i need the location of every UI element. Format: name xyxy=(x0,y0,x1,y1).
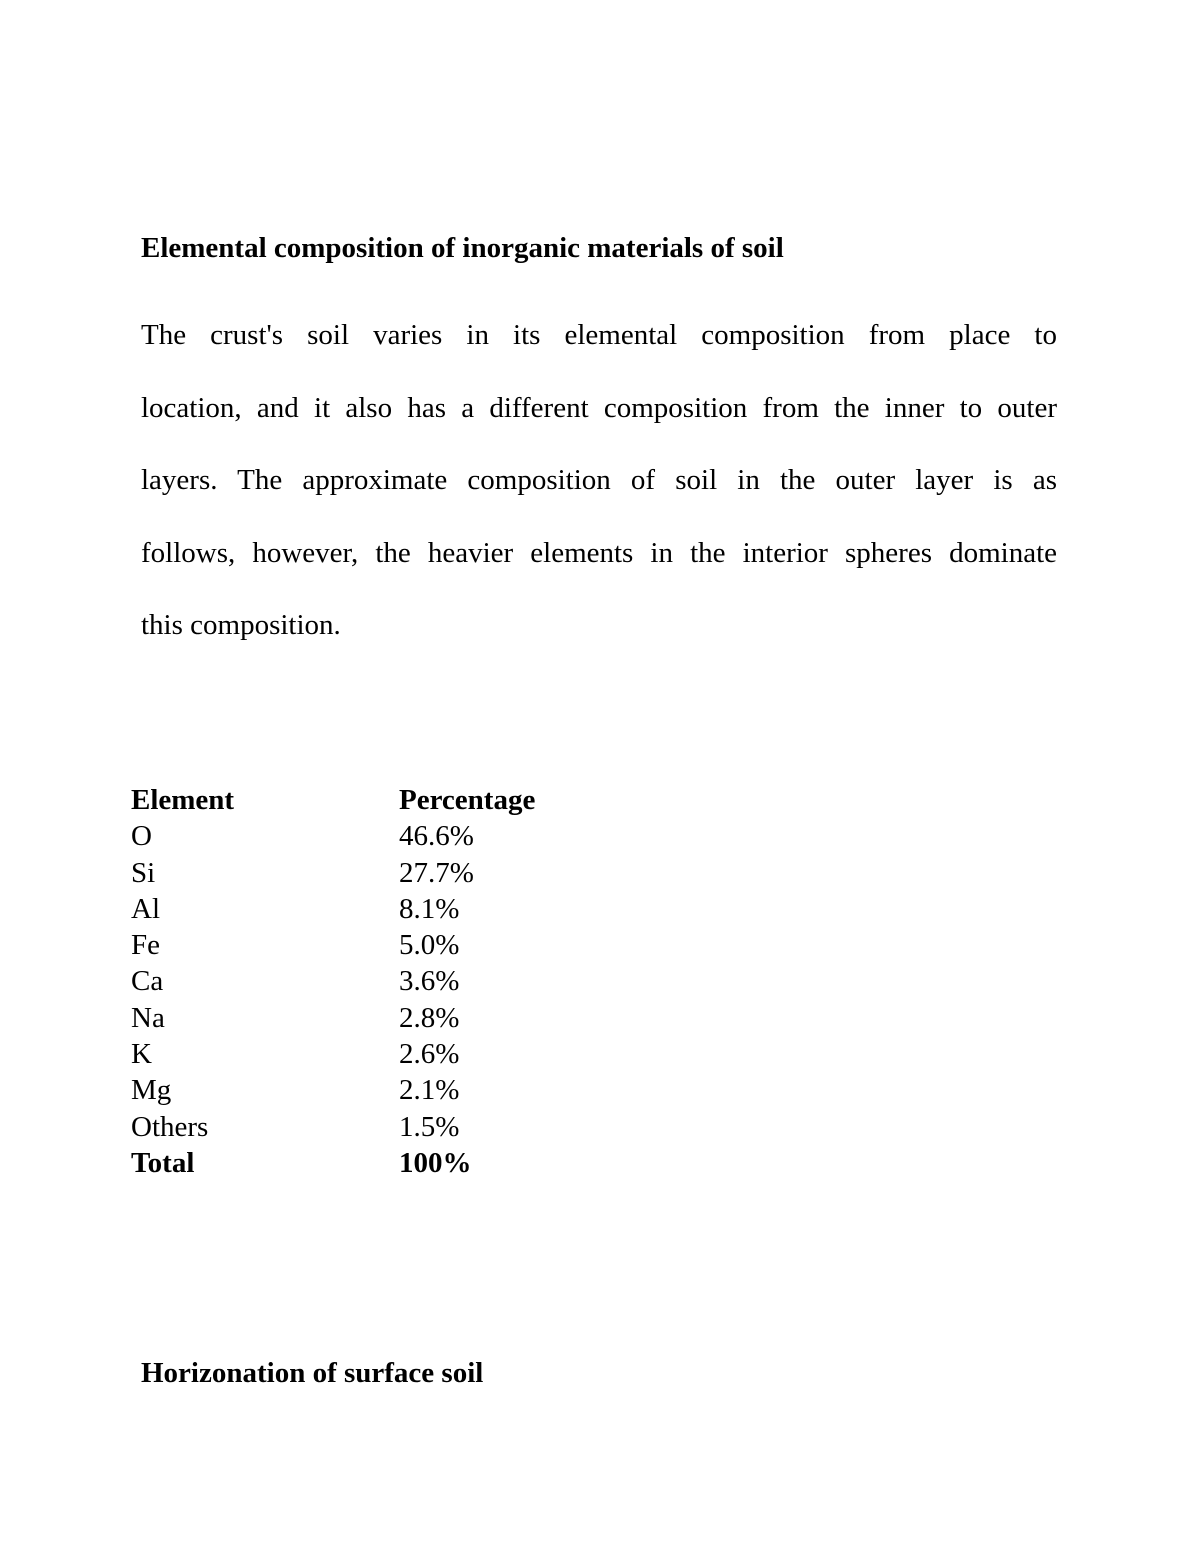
element-cell: Ca xyxy=(131,965,164,998)
element-cell: K xyxy=(131,1038,152,1071)
paragraph-line: The crust's soil varies in its elemental composition from place to xyxy=(141,319,1057,351)
table-row xyxy=(131,963,599,999)
paragraph-line: location, and it also has a different composition from the inner to outer xyxy=(141,391,1057,424)
table-header-row xyxy=(131,782,599,818)
element-cell: O xyxy=(131,820,152,853)
element-cell: Si xyxy=(131,856,156,889)
paragraph-line: follows, however, the heavier elements in the interior spheres dominate xyxy=(141,536,1057,569)
percentage-cell: 46.6% xyxy=(399,820,474,853)
column-header-element: Element xyxy=(131,784,235,816)
paragraph-line: layers. The approximate composition of soil in the outer layer is as xyxy=(141,464,1057,496)
composition-table xyxy=(131,782,599,1181)
percentage-cell: 1.5% xyxy=(399,1110,460,1143)
total-value: 100% xyxy=(399,1146,472,1179)
table-row xyxy=(131,891,599,927)
percentage-cell: 2.6% xyxy=(399,1038,460,1071)
table-row xyxy=(131,927,599,963)
table-row xyxy=(131,1072,599,1108)
percentage-cell: 2.1% xyxy=(399,1074,460,1107)
intro-paragraph xyxy=(141,299,1057,662)
percentage-cell: 8.1% xyxy=(399,892,460,925)
element-cell: Na xyxy=(131,1001,165,1034)
percentage-cell: 5.0% xyxy=(399,929,460,962)
element-cell: Others xyxy=(131,1110,209,1143)
table-row xyxy=(131,818,599,854)
table-row xyxy=(131,1000,599,1036)
table-total-row xyxy=(131,1145,599,1181)
percentage-cell: 27.7% xyxy=(399,856,474,889)
table-row xyxy=(131,1036,599,1072)
table-row xyxy=(131,855,599,891)
column-header-percentage: Percentage xyxy=(399,784,536,816)
percentage-cell: 3.6% xyxy=(399,965,460,998)
section-heading-horizonation: Horizonation of surface soil xyxy=(141,1357,484,1389)
element-cell: Fe xyxy=(131,929,160,962)
total-label: Total xyxy=(131,1146,195,1179)
paragraph-line: this composition. xyxy=(141,609,341,641)
table-row xyxy=(131,1109,599,1145)
section-heading-elemental-composition: Elemental composition of inorganic materials of soil xyxy=(141,232,784,264)
element-cell: Mg xyxy=(131,1074,172,1107)
element-cell: Al xyxy=(131,892,160,925)
percentage-cell: 2.8% xyxy=(399,1001,460,1034)
